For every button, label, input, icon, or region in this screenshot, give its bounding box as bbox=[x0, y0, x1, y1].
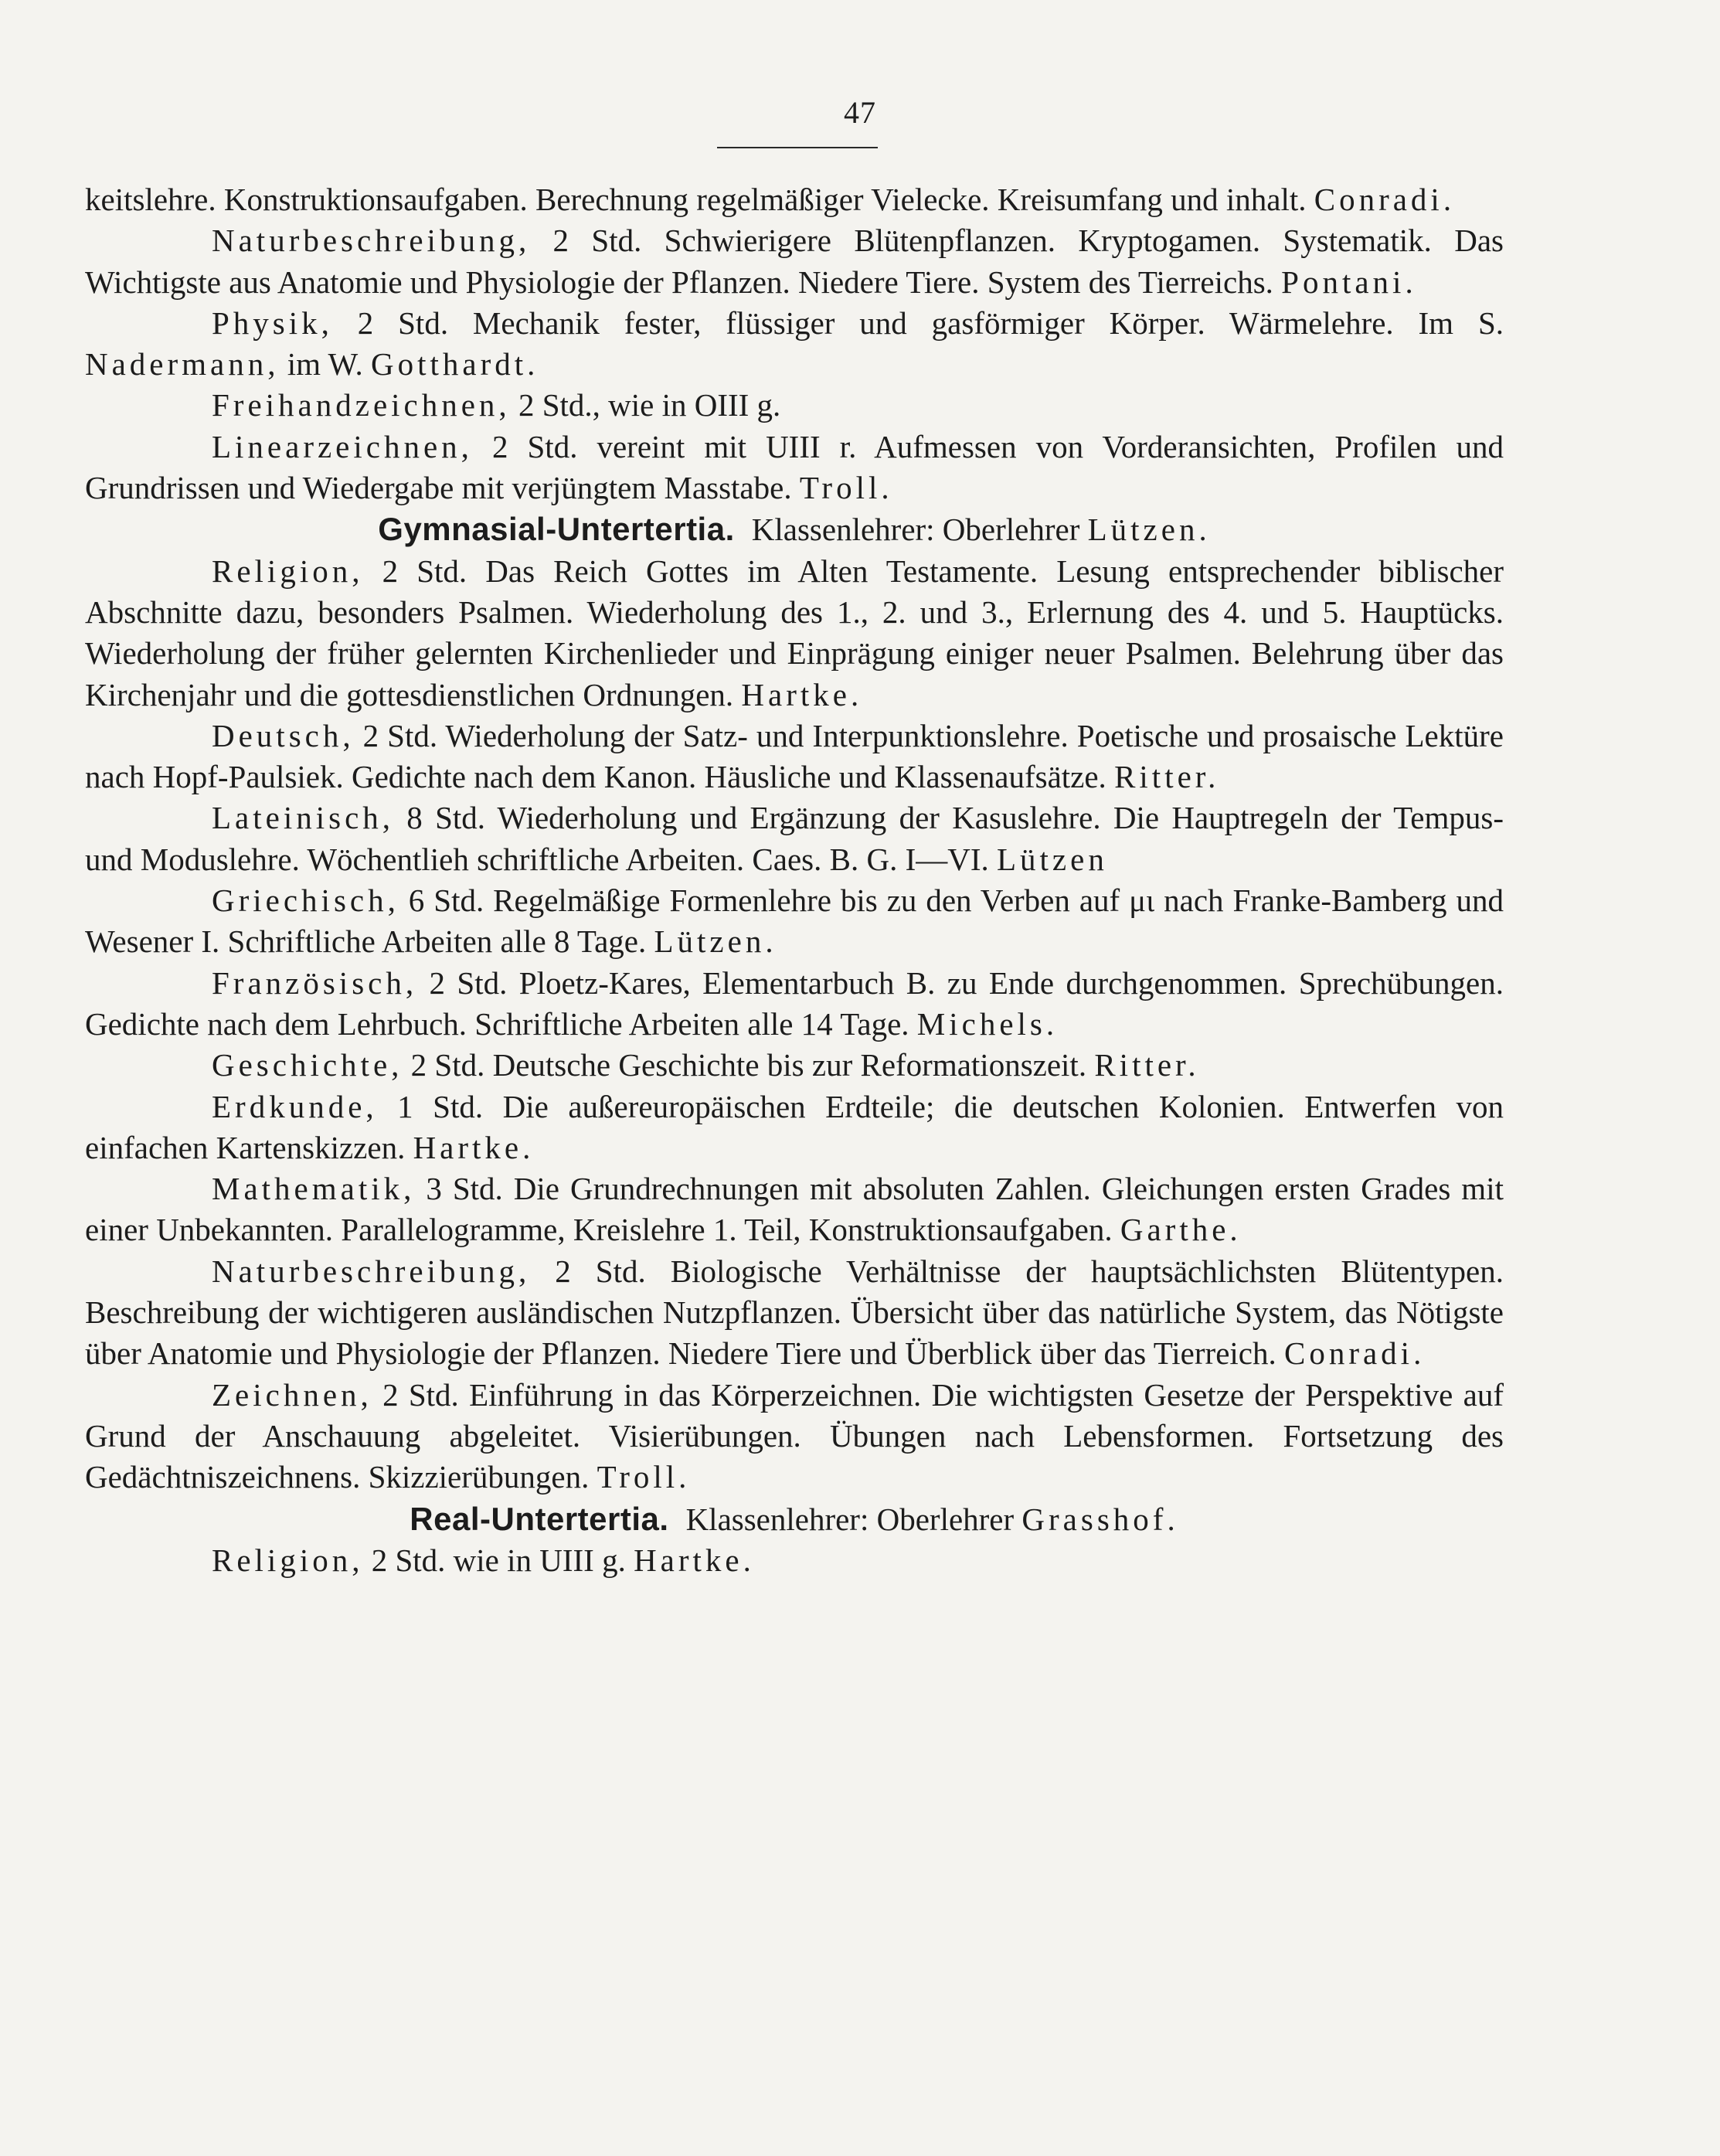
spaced-text: Garthe. bbox=[1120, 1212, 1242, 1248]
subject-paragraph bbox=[85, 179, 1504, 220]
spaced-text: Naturbeschreibung, bbox=[212, 1253, 531, 1289]
class-teacher-name: Grasshof. bbox=[1021, 1501, 1179, 1537]
paragraph-text: 2 Std. Biologische Verhältnisse der hauptsächlichsten Blütentypen. Beschreibung der wichtigeren ausländischen Nutzpflanzen. Übersicht über das natürliche System, das Nötigste über Anatomie und Physiologie der Pflanzen. Niedere Tiere und Überblick über das Tierreich. bbox=[85, 1253, 1504, 1372]
subject-paragraph bbox=[85, 385, 1504, 426]
spaced-text: Lützen. bbox=[654, 923, 777, 960]
paragraph-text: 8 Std. Wiederholung und Ergänzung der Kasuslehre. Die Hauptregeln der Tempus- und Moduslehre. Wöchentlieh schriftliche Arbeiten. Caes. B. G. I—VI. bbox=[85, 800, 1504, 877]
paragraph-text: im W. bbox=[279, 346, 371, 383]
spaced-text: Erdkunde, bbox=[212, 1088, 378, 1124]
spaced-text: Michels. bbox=[916, 1005, 1059, 1042]
subject-paragraph bbox=[85, 880, 1504, 963]
spaced-text: Hartke. bbox=[741, 676, 863, 712]
spaced-text: Pontani. bbox=[1281, 264, 1417, 300]
subject-paragraph bbox=[85, 551, 1504, 716]
subject-paragraph bbox=[85, 1375, 1504, 1498]
paragraph-text: 2 Std. Mechanik fester, flüssiger und gasförmiger Körper. Wärmelehre. Im S. bbox=[332, 304, 1504, 341]
spaced-text: Linearzeichnen, bbox=[212, 428, 473, 464]
spaced-text: Hartke. bbox=[634, 1542, 755, 1578]
paragraph-text: keitslehre. Konstruktionsaufgaben. Berechnung regelmäßiger Vielecke. Kreisumfang und inhalt. bbox=[85, 182, 1314, 217]
spaced-text: Griechisch, bbox=[212, 882, 399, 919]
spaced-text: Naturbeschreibung, bbox=[212, 223, 531, 259]
spaced-text: Religion, bbox=[212, 553, 364, 589]
spaced-text: Zeichnen, bbox=[212, 1376, 372, 1413]
spaced-text: Hartke. bbox=[413, 1129, 535, 1165]
spaced-text: Ritter. bbox=[1094, 1047, 1200, 1083]
subject-paragraph bbox=[85, 1251, 1504, 1375]
section-title: Gymnasial-Untertertia. bbox=[378, 511, 735, 548]
paragraph-text: 2 Std. Deutsche Geschichte bis zur Reformationszeit. bbox=[403, 1047, 1095, 1083]
paragraph-text: 6 Std. Regelmäßige Formenlehre bis zu den Verben auf μι nach Franke-Bamberg und Wesener I. Schriftliche Arbeiten alle 8 Tage. bbox=[85, 882, 1504, 960]
section-heading bbox=[85, 508, 1504, 550]
spaced-text: Nadermann, bbox=[85, 346, 280, 383]
paragraph-text: 1 Std. Die außereuropäischen Erdteile; die deutschen Kolonien. Entwerfen von einfachen Kartenskizzen. bbox=[85, 1088, 1504, 1165]
paragraph-text: 2 Std. Einführung in das Körperzeichnen. Die wichtigsten Gesetze der Perspektive auf Grund der Anschauung abgeleitet. Visierübungen. Übungen nach Lebensformen. Fortsetzung des Gedächtniszeichnens. Skizzierübungen. bbox=[85, 1376, 1504, 1495]
subject-paragraph bbox=[85, 1087, 1504, 1169]
class-teacher-label: Klassenlehrer: Oberlehrer bbox=[685, 1501, 1015, 1537]
spaced-text: Troll. bbox=[597, 1459, 691, 1495]
spaced-text: Mathematik, bbox=[212, 1171, 416, 1207]
subject-paragraph bbox=[85, 303, 1504, 386]
spaced-text: Physik, bbox=[212, 304, 333, 341]
spaced-text: Conradi. bbox=[1314, 182, 1456, 217]
spaced-text: Ritter. bbox=[1114, 759, 1220, 795]
spaced-text: Französisch, bbox=[212, 964, 418, 1001]
spaced-text: Troll. bbox=[799, 470, 893, 506]
subject-paragraph bbox=[85, 1045, 1504, 1086]
class-teacher-label: Klassenlehrer: Oberlehrer bbox=[751, 512, 1080, 548]
spaced-text: Freihandzeichnen, bbox=[212, 387, 511, 423]
paragraph-text: 2 Std. Wiederholung der Satz- und Interpunktionslehre. Poetische und prosaische Lektüre nach Hopf-Paulsiek. Gedichte nach dem Kanon. Häusliche und Klassenaufsätze. bbox=[85, 717, 1504, 795]
subject-paragraph bbox=[85, 1168, 1504, 1251]
paragraph-text: 3 Std. Die Grundrechnungen mit absoluten Zahlen. Gleichungen ersten Grades mit einer Unbekannten. Parallelogramme, Kreislehre 1. Teil, Konstruktionsaufgaben. bbox=[85, 1171, 1504, 1248]
spaced-text: Lützen bbox=[997, 841, 1108, 877]
subject-paragraph bbox=[85, 1540, 1504, 1581]
spaced-text: Gotthardt. bbox=[370, 346, 539, 383]
paragraph-text: 2 Std. Ploetz-Kares, Elementarbuch B. zu Ende durchgenommen. Sprechübungen. Gedichte nach dem Lehrbuch. Schriftliche Arbeiten alle 14 Tage. bbox=[85, 964, 1504, 1042]
spaced-text: Religion, bbox=[212, 1542, 364, 1578]
spaced-text: Deutsch, bbox=[212, 717, 355, 753]
subject-paragraph bbox=[85, 427, 1504, 509]
section-title: Real-Untertertia. bbox=[410, 1500, 669, 1537]
subject-paragraph bbox=[85, 220, 1504, 303]
spaced-text: Lateinisch, bbox=[212, 800, 395, 836]
section-heading bbox=[85, 1498, 1504, 1540]
paragraph-text: 2 Std. wie in UIII g. bbox=[363, 1542, 634, 1578]
page-number: 47 bbox=[844, 95, 876, 130]
subject-paragraph bbox=[85, 963, 1504, 1046]
header-rule bbox=[717, 147, 878, 148]
paragraph-text: 2 Std. Das Reich Gottes im Alten Testamente. Lesung entsprechender biblischer Abschnitte dazu, besonders Psalmen. Wiederholung des 1., 2. und 3., Erlernung des 4. und 5. Hauptücks. Wiederholung der früher gelernten Kirchenlieder und Einprägung einiger neuer Psalmen. Belehrung über das Kirchenjahr und die gottesdienstlichen Ordnungen. bbox=[85, 553, 1504, 712]
subject-paragraph bbox=[85, 716, 1504, 798]
spaced-text: Geschichte, bbox=[212, 1047, 403, 1083]
paragraph-text: 2 Std. Schwierigere Blütenpflanzen. Kryptogamen. Systematik. Das Wichtigste aus Anatomie und Physiologie der Pflanzen. Niedere Tiere. System des Tierreichs. bbox=[85, 223, 1504, 300]
subject-paragraph bbox=[85, 797, 1504, 880]
class-teacher-name: Lützen. bbox=[1087, 512, 1211, 548]
paragraph-text: 2 Std. vereint mit UIII r. Aufmessen von Vorderansichten, Profilen und Grundrissen und Wiedergabe mit verjüngtem Masstabe. bbox=[85, 428, 1504, 506]
paragraph-text: 2 Std., wie in OIII g. bbox=[510, 387, 781, 423]
body-text bbox=[85, 179, 1504, 1581]
spaced-text: Conradi. bbox=[1283, 1335, 1426, 1372]
